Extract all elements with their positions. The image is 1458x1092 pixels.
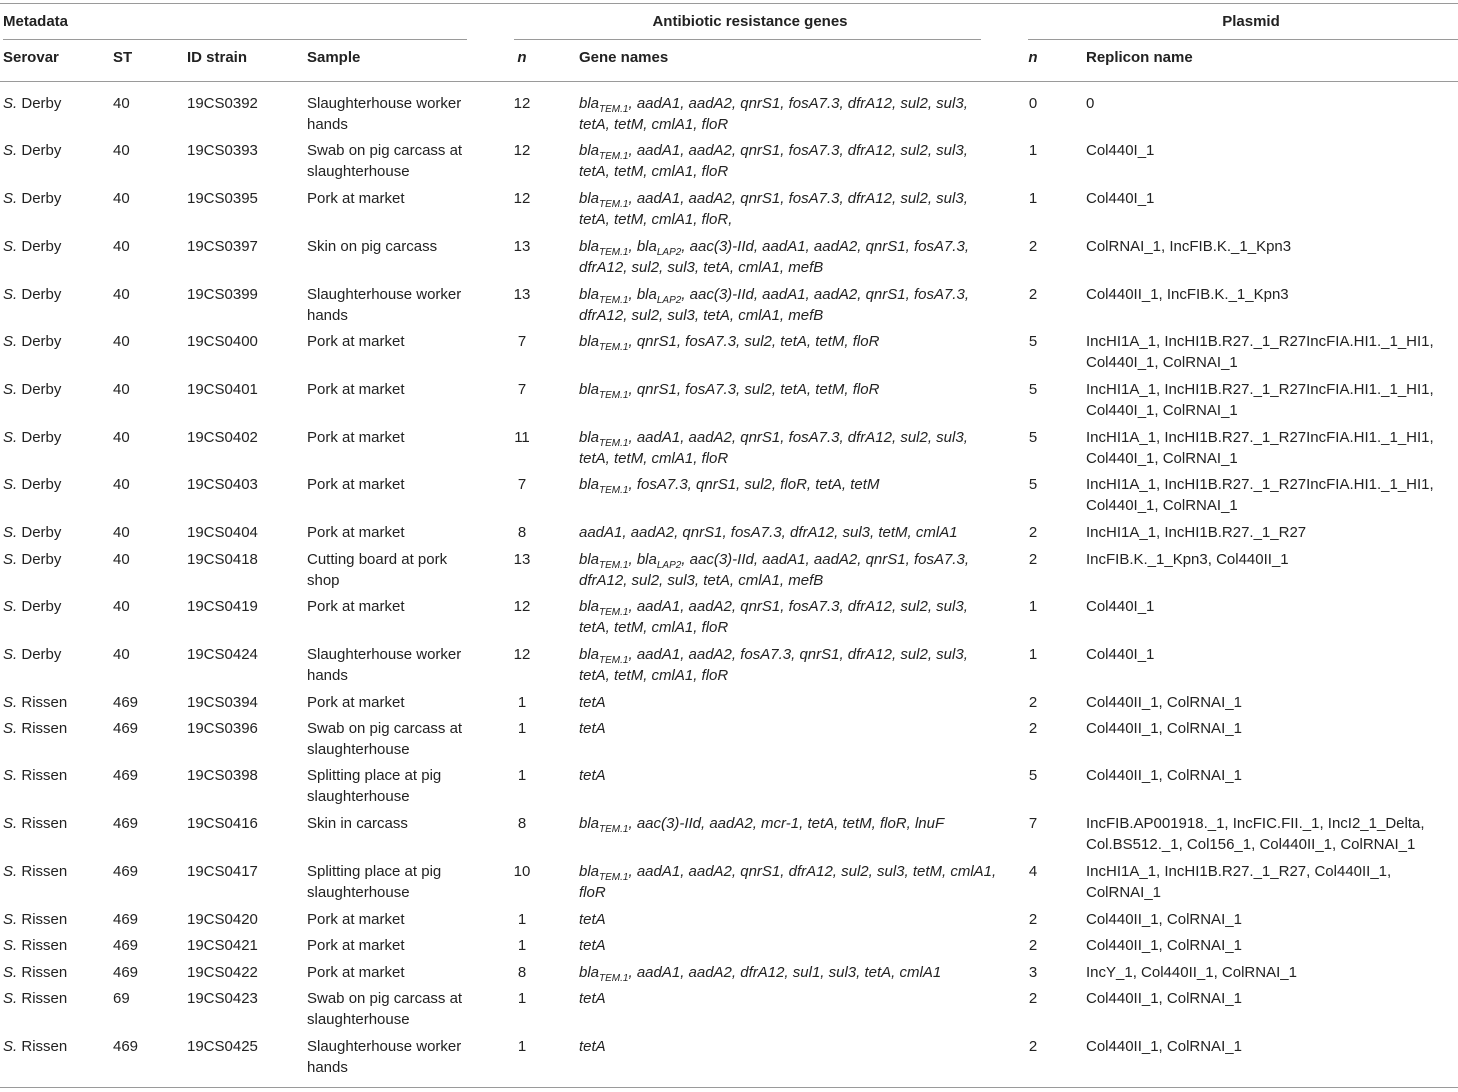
cell-st: 469 — [113, 937, 139, 954]
cell-sample: Pork at market — [307, 524, 405, 541]
serovar-name: Rissen — [21, 964, 68, 981]
cell-gene-names: tetA — [579, 990, 606, 1007]
genus-abbrev: S. — [3, 381, 18, 398]
cell-serovar — [3, 718, 103, 739]
serovar-name: Derby — [21, 142, 62, 159]
cell-st: 40 — [113, 95, 130, 112]
cell-st: 40 — [113, 333, 130, 350]
cell-replicon-name: IncHI1A_1, IncHI1B.R27._1_R27IncFIA.HI1._1_HI1, Col440I_1, ColRNAI_1 — [1086, 333, 1434, 371]
cell-serovar — [3, 522, 103, 543]
cell-sample: Pork at market — [307, 381, 405, 398]
cell-id-strain: 19CS0420 — [187, 911, 258, 928]
cell-sample: Slaughterhouse worker hands — [307, 646, 462, 684]
col-header-replicon-name: Replicon name — [1086, 49, 1193, 66]
serovar-name: Derby — [21, 476, 62, 493]
cell-n-plasmids: 4 — [1028, 863, 1038, 880]
cell-replicon-name: Col440II_1, ColRNAI_1 — [1086, 990, 1242, 1007]
cell-gene-names: bla$_{TEM.1}$, aadA1, aadA2, qnrS1, fosA7.3, dfrA12, sul2, sul3, tetA, tetM, cmlA1, floR — [579, 598, 968, 636]
cell-gene-names: tetA — [579, 1038, 606, 1055]
serovar-name: Rissen — [21, 815, 68, 832]
cell-n-plasmids: 5 — [1028, 476, 1038, 493]
cell-gene-names: bla$_{TEM.1}$, aadA1, aadA2, qnrS1, dfrA12, sul2, sul3, tetM, cmlA1, floR — [579, 863, 997, 901]
cell-id-strain: 19CS0418 — [187, 551, 258, 568]
cell-sample: Swab on pig carcass at slaughterhouse — [307, 142, 463, 180]
cell-serovar — [3, 549, 103, 570]
cell-id-strain: 19CS0421 — [187, 937, 258, 954]
cell-st: 469 — [113, 964, 139, 981]
cell-id-strain: 19CS0400 — [187, 333, 258, 350]
cell-serovar — [3, 236, 103, 257]
cell-n-genes: 1 — [517, 1038, 527, 1055]
cell-n-genes: 12 — [513, 142, 531, 159]
genus-abbrev: S. — [3, 767, 18, 784]
cell-gene-names: bla$_{TEM.1}$, aadA1, aadA2, fosA7.3, qnrS1, dfrA12, sul2, sul3, tetA, tetM, cmlA1, floR — [579, 646, 968, 684]
genus-abbrev: S. — [3, 333, 18, 350]
cell-n-plasmids: 1 — [1028, 190, 1038, 207]
cell-n-genes: 10 — [513, 863, 531, 880]
serovar-name: Rissen — [21, 937, 68, 954]
cell-id-strain: 19CS0392 — [187, 95, 258, 112]
cell-n-genes: 13 — [513, 286, 531, 303]
cell-id-strain: 19CS0424 — [187, 646, 258, 663]
cell-n-plasmids: 5 — [1028, 333, 1038, 350]
cell-id-strain: 19CS0416 — [187, 815, 258, 832]
table-bottom-rule — [0, 1087, 1458, 1088]
cell-serovar — [3, 596, 103, 617]
cell-id-strain: 19CS0417 — [187, 863, 258, 880]
serovar-name: Rissen — [21, 694, 68, 711]
cell-n-genes: 1 — [517, 990, 527, 1007]
genus-abbrev: S. — [3, 815, 18, 832]
genus-abbrev: S. — [3, 95, 18, 112]
genus-abbrev: S. — [3, 1038, 18, 1055]
serovar-name: Rissen — [21, 1038, 68, 1055]
cell-replicon-name: Col440I_1 — [1086, 646, 1155, 663]
cell-n-plasmids: 5 — [1028, 429, 1038, 446]
cell-n-plasmids: 1 — [1028, 598, 1038, 615]
cell-replicon-name: Col440I_1 — [1086, 598, 1155, 615]
cell-st: 469 — [113, 815, 139, 832]
genus-abbrev: S. — [3, 598, 18, 615]
cell-st: 469 — [113, 1038, 139, 1055]
cell-n-plasmids: 3 — [1028, 964, 1038, 981]
cell-gene-names: bla$_{TEM.1}$, fosA7.3, qnrS1, sul2, floR, tetA, tetM — [579, 476, 880, 496]
cell-st: 469 — [113, 767, 139, 784]
col-header-sample: Sample — [307, 49, 361, 66]
col-header-serovar: Serovar — [3, 49, 59, 66]
cell-sample: Pork at market — [307, 333, 405, 350]
cell-n-genes: 12 — [513, 95, 531, 112]
cell-n-plasmids: 2 — [1028, 1038, 1038, 1055]
genus-abbrev: S. — [3, 190, 18, 207]
cell-replicon-name: IncHI1A_1, IncHI1B.R27._1_R27IncFIA.HI1._1_HI1, Col440I_1, ColRNAI_1 — [1086, 429, 1434, 467]
cell-n-plasmids: 2 — [1028, 238, 1038, 255]
cell-replicon-name: Col440I_1 — [1086, 142, 1155, 159]
cell-n-plasmids: 1 — [1028, 646, 1038, 663]
cell-n-genes: 1 — [517, 911, 527, 928]
cell-sample: Swab on pig carcass at slaughterhouse — [307, 720, 463, 758]
cell-st: 40 — [113, 381, 130, 398]
cell-sample: Pork at market — [307, 190, 405, 207]
serovar-name: Derby — [21, 646, 62, 663]
cell-n-genes: 7 — [517, 476, 527, 493]
cell-n-plasmids: 2 — [1028, 937, 1038, 954]
cell-sample: Pork at market — [307, 476, 405, 493]
cell-st: 40 — [113, 551, 130, 568]
serovar-name: Rissen — [21, 863, 68, 880]
cell-serovar — [3, 284, 103, 305]
cell-replicon-name: IncHI1A_1, IncHI1B.R27._1_R27 — [1086, 524, 1307, 541]
cell-sample: Swab on pig carcass at slaughterhouse — [307, 990, 463, 1028]
cell-st: 40 — [113, 598, 130, 615]
cell-gene-names: bla$_{TEM.1}$, aadA1, aadA2, qnrS1, fosA7.3, dfrA12, sul2, sul3, tetA, tetM, cmlA1, floR — [579, 95, 968, 133]
genus-abbrev: S. — [3, 476, 18, 493]
group-header-plasmid: Plasmid — [1222, 13, 1280, 30]
cell-n-plasmids: 2 — [1028, 694, 1038, 711]
serovar-name: Rissen — [21, 720, 68, 737]
cell-replicon-name: 0 — [1086, 95, 1095, 112]
cell-n-plasmids: 1 — [1028, 142, 1038, 159]
cell-serovar — [3, 765, 103, 786]
cell-gene-names: bla$_{TEM.1}$, aadA1, aadA2, qnrS1, fosA7.3, dfrA12, sul2, sul3, tetA, tetM, cmlA1, floR — [579, 142, 968, 180]
cell-st: 40 — [113, 524, 130, 541]
col-header-n-plasmids: n — [1028, 49, 1038, 66]
cell-st: 469 — [113, 911, 139, 928]
cell-id-strain: 19CS0398 — [187, 767, 258, 784]
serovar-name: Derby — [21, 598, 62, 615]
cell-id-strain: 19CS0425 — [187, 1038, 258, 1055]
cell-serovar — [3, 935, 103, 956]
group-header-metadata: Metadata — [3, 13, 69, 30]
cell-gene-names: bla$_{TEM.1}$, bla$_{LAP2}$, aac(3)-IId, aadA1, aadA2, qnrS1, fosA7.3, dfrA12, sul2, sul3, tetA, cmlA1, mefB — [579, 551, 969, 589]
cell-n-genes: 1 — [517, 720, 527, 737]
cell-sample: Slaughterhouse worker hands — [307, 95, 462, 133]
genus-abbrev: S. — [3, 286, 18, 303]
cell-id-strain: 19CS0402 — [187, 429, 258, 446]
cell-replicon-name: IncY_1, Col440II_1, ColRNAI_1 — [1086, 964, 1297, 981]
cell-replicon-name: Col440II_1, ColRNAI_1 — [1086, 767, 1242, 784]
cell-serovar — [3, 1036, 103, 1057]
cell-n-genes: 13 — [513, 551, 531, 568]
cell-n-genes: 8 — [517, 964, 527, 981]
cell-serovar — [3, 644, 103, 665]
cell-sample: Pork at market — [307, 694, 405, 711]
serovar-name: Derby — [21, 429, 62, 446]
cell-serovar — [3, 909, 103, 930]
cell-id-strain: 19CS0404 — [187, 524, 258, 541]
cell-sample: Pork at market — [307, 911, 405, 928]
cell-gene-names: tetA — [579, 911, 606, 928]
cell-st: 469 — [113, 863, 139, 880]
col-header-st: ST — [113, 49, 133, 66]
cell-n-genes: 12 — [513, 190, 531, 207]
cell-sample: Splitting place at pig slaughterhouse — [307, 767, 442, 805]
cell-st: 40 — [113, 646, 130, 663]
cell-serovar — [3, 188, 103, 209]
group-header-antibiotic: Antibiotic resistance genes — [652, 13, 848, 30]
cell-replicon-name: Col440II_1, ColRNAI_1 — [1086, 937, 1242, 954]
cell-replicon-name: IncHI1A_1, IncHI1B.R27._1_R27, Col440II_1, ColRNAI_1 — [1086, 863, 1392, 901]
genus-abbrev: S. — [3, 142, 18, 159]
cell-sample: Splitting place at pig slaughterhouse — [307, 863, 442, 901]
cell-st: 40 — [113, 286, 130, 303]
cell-replicon-name: ColRNAI_1, IncFIB.K._1_Kpn3 — [1086, 238, 1292, 255]
cell-n-genes: 1 — [517, 937, 527, 954]
cell-replicon-name: Col440I_1 — [1086, 190, 1155, 207]
cell-sample: Skin in carcass — [307, 815, 408, 832]
cell-gene-names: bla$_{TEM.1}$, qnrS1, fosA7.3, sul2, tetA, tetM, floR — [579, 381, 880, 401]
cell-gene-names: tetA — [579, 937, 606, 954]
col-header-gene-names: Gene names — [579, 49, 669, 66]
cell-serovar — [3, 331, 103, 352]
serovar-name: Derby — [21, 238, 62, 255]
cell-serovar — [3, 813, 103, 834]
serovar-name: Derby — [21, 524, 62, 541]
cell-gene-names: tetA — [579, 694, 606, 711]
serovar-name: Derby — [21, 190, 62, 207]
genus-abbrev: S. — [3, 551, 18, 568]
genus-abbrev: S. — [3, 694, 18, 711]
cell-sample: Pork at market — [307, 429, 405, 446]
cell-id-strain: 19CS0422 — [187, 964, 258, 981]
cell-replicon-name: Col440II_1, ColRNAI_1 — [1086, 694, 1242, 711]
cell-replicon-name: IncHI1A_1, IncHI1B.R27._1_R27IncFIA.HI1._1_HI1, Col440I_1, ColRNAI_1 — [1086, 381, 1434, 419]
cell-st: 40 — [113, 238, 130, 255]
cell-n-plasmids: 2 — [1028, 720, 1038, 737]
cell-st: 469 — [113, 694, 139, 711]
cell-n-genes: 8 — [517, 815, 527, 832]
cell-n-genes: 8 — [517, 524, 527, 541]
cell-replicon-name: IncFIB.AP001918._1, IncFIC.FII._1, IncI2_1_Delta, Col.BS512._1, Col156_1, Col440II_1, ColRNAI_1 — [1086, 815, 1425, 853]
genus-abbrev: S. — [3, 238, 18, 255]
cell-n-plasmids: 2 — [1028, 286, 1038, 303]
cell-n-plasmids: 7 — [1028, 815, 1038, 832]
cell-id-strain: 19CS0403 — [187, 476, 258, 493]
cell-gene-names: bla$_{TEM.1}$, qnrS1, fosA7.3, sul2, tetA, tetM, floR — [579, 333, 880, 353]
cell-n-plasmids: 2 — [1028, 990, 1038, 1007]
genus-abbrev: S. — [3, 646, 18, 663]
cell-gene-names: aadA1, aadA2, qnrS1, fosA7.3, dfrA12, sul3, tetM, cmlA1 — [579, 524, 958, 541]
cell-id-strain: 19CS0396 — [187, 720, 258, 737]
serovar-name: Derby — [21, 333, 62, 350]
cell-replicon-name: Col440II_1, ColRNAI_1 — [1086, 1038, 1242, 1055]
cell-sample: Pork at market — [307, 598, 405, 615]
cell-id-strain: 19CS0401 — [187, 381, 258, 398]
cell-serovar — [3, 861, 103, 882]
serovar-name: Derby — [21, 286, 62, 303]
cell-sample: Skin on pig carcass — [307, 238, 438, 255]
cell-serovar — [3, 427, 103, 448]
cell-gene-names: bla$_{TEM.1}$, bla$_{LAP2}$, aac(3)-IId, aadA1, aadA2, qnrS1, fosA7.3, dfrA12, sul2, sul3, tetA, cmlA1, mefB — [579, 286, 969, 324]
serovar-name: Rissen — [21, 911, 68, 928]
cell-st: 40 — [113, 429, 130, 446]
cell-st: 469 — [113, 720, 139, 737]
cell-st: 40 — [113, 476, 130, 493]
cell-id-strain: 19CS0393 — [187, 142, 258, 159]
cell-replicon-name: Col440II_1, IncFIB.K._1_Kpn3 — [1086, 286, 1289, 303]
cell-n-genes: 1 — [517, 694, 527, 711]
cell-id-strain: 19CS0394 — [187, 694, 258, 711]
cell-n-plasmids: 5 — [1028, 767, 1038, 784]
cell-id-strain: 19CS0423 — [187, 990, 258, 1007]
cell-sample: Pork at market — [307, 937, 405, 954]
cell-n-genes: 12 — [513, 646, 531, 663]
col-header-n-genes: n — [517, 49, 527, 66]
genus-abbrev: S. — [3, 911, 18, 928]
col-header-id-strain: ID strain — [187, 49, 248, 66]
cell-replicon-name: Col440II_1, ColRNAI_1 — [1086, 720, 1242, 737]
cell-st: 40 — [113, 190, 130, 207]
cell-sample: Pork at market — [307, 964, 405, 981]
cell-n-genes: 12 — [513, 598, 531, 615]
cell-id-strain: 19CS0395 — [187, 190, 258, 207]
serovar-name: Rissen — [21, 767, 68, 784]
cell-serovar — [3, 692, 103, 713]
genus-abbrev: S. — [3, 429, 18, 446]
cell-gene-names: bla$_{TEM.1}$, aadA1, aadA2, dfrA12, sul1, sul3, tetA, cmlA1 — [579, 964, 942, 984]
cell-serovar — [3, 962, 103, 983]
cell-sample: Cutting board at pork shop — [307, 551, 448, 589]
genus-abbrev: S. — [3, 937, 18, 954]
cell-gene-names: tetA — [579, 720, 606, 737]
serovar-name: Derby — [21, 551, 62, 568]
cell-n-genes: 11 — [514, 429, 530, 446]
cell-id-strain: 19CS0399 — [187, 286, 258, 303]
genus-abbrev: S. — [3, 990, 18, 1007]
cell-n-genes: 1 — [517, 767, 527, 784]
cell-n-plasmids: 2 — [1028, 911, 1038, 928]
serovar-name: Derby — [21, 95, 62, 112]
cell-st: 40 — [113, 142, 130, 159]
cell-n-plasmids: 2 — [1028, 551, 1038, 568]
cell-gene-names: bla$_{TEM.1}$, aac(3)-IId, aadA2, mcr-1, tetA, tetM, floR, lnuF — [579, 815, 945, 835]
cell-serovar — [3, 140, 103, 161]
cell-serovar — [3, 379, 103, 400]
serovar-name: Rissen — [21, 990, 68, 1007]
serovar-name: Derby — [21, 381, 62, 398]
genus-abbrev: S. — [3, 524, 18, 541]
cell-replicon-name: Col440II_1, ColRNAI_1 — [1086, 911, 1242, 928]
cell-n-genes: 7 — [517, 333, 527, 350]
cell-n-plasmids: 5 — [1028, 381, 1038, 398]
genus-abbrev: S. — [3, 720, 18, 737]
cell-id-strain: 19CS0419 — [187, 598, 258, 615]
cell-sample: Slaughterhouse worker hands — [307, 286, 462, 324]
cell-n-plasmids: 0 — [1028, 95, 1038, 112]
cell-serovar — [3, 988, 103, 1009]
cell-gene-names: bla$_{TEM.1}$, aadA1, aadA2, qnrS1, fosA7.3, dfrA12, sul2, sul3, tetA, tetM, cmlA1, floR, — [579, 190, 968, 228]
cell-gene-names: tetA — [579, 767, 606, 784]
genus-abbrev: S. — [3, 863, 18, 880]
cell-serovar — [3, 474, 103, 495]
cell-id-strain: 19CS0397 — [187, 238, 258, 255]
cell-sample: Slaughterhouse worker hands — [307, 1038, 462, 1076]
cell-gene-names: bla$_{TEM.1}$, aadA1, aadA2, qnrS1, fosA7.3, dfrA12, sul2, sul3, tetA, tetM, cmlA1, floR — [579, 429, 968, 467]
cell-n-genes: 13 — [513, 238, 531, 255]
cell-replicon-name: IncHI1A_1, IncHI1B.R27._1_R27IncFIA.HI1._1_HI1, Col440I_1, ColRNAI_1 — [1086, 476, 1434, 514]
cell-gene-names: bla$_{TEM.1}$, bla$_{LAP2}$, aac(3)-IId, aadA1, aadA2, qnrS1, fosA7.3, dfrA12, sul2, sul3, tetA, cmlA1, mefB — [579, 238, 969, 276]
cell-st: 69 — [113, 990, 130, 1007]
cell-serovar — [3, 93, 103, 114]
cell-replicon-name: IncFIB.K._1_Kpn3, Col440II_1 — [1086, 551, 1289, 568]
cell-n-genes: 7 — [517, 381, 527, 398]
genus-abbrev: S. — [3, 964, 18, 981]
cell-n-plasmids: 2 — [1028, 524, 1038, 541]
